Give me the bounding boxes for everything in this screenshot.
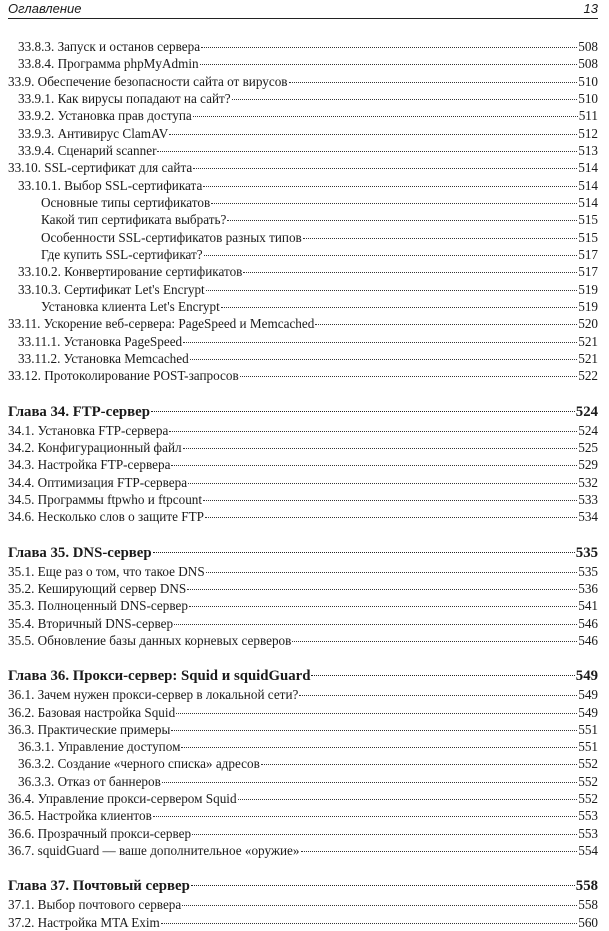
toc-entry-title: 33.10.2. Конвертирование сертификатов xyxy=(18,264,243,280)
toc-entry[interactable] xyxy=(8,896,598,913)
toc-entry-title: 35.3. Полноценный DNS-сервер xyxy=(8,598,188,614)
dot-leader xyxy=(203,185,577,187)
toc-page-number: 546 xyxy=(578,632,598,648)
dot-leader xyxy=(183,447,578,449)
toc-page-number: 511 xyxy=(578,108,598,124)
dot-leader xyxy=(292,640,577,642)
toc-page-number: 553 xyxy=(578,808,598,824)
toc-page-number: 549 xyxy=(575,668,598,685)
dot-leader xyxy=(203,499,577,501)
toc-entry-title: 33.11.2. Установка Memcached xyxy=(18,350,189,366)
toc-entry[interactable] xyxy=(8,755,598,772)
dot-leader xyxy=(153,551,575,553)
toc-page-number: 510 xyxy=(578,90,598,106)
toc-entry-title: 33.8.3. Запуск и останов сервера xyxy=(18,39,201,54)
toc-entry-title: 34.3. Настройка FTP-сервера xyxy=(8,457,171,473)
dot-leader xyxy=(200,63,578,65)
toc-entry[interactable] xyxy=(8,474,598,491)
toc-entry-title: 33.11.1. Установка PageSpeed xyxy=(18,333,183,349)
dot-leader xyxy=(192,833,577,835)
toc-page-number: 524 xyxy=(575,403,598,420)
toc-entry-title: 33.12. Протоколирование POST-запросов xyxy=(8,368,239,384)
toc-entry[interactable] xyxy=(8,315,598,332)
dot-leader xyxy=(193,167,577,169)
toc-page-number: 560 xyxy=(578,914,598,930)
toc-entry[interactable] xyxy=(8,229,598,246)
dot-leader xyxy=(171,729,577,731)
toc-entry-title: Какой тип сертификата выбрать? xyxy=(41,212,227,228)
toc-entry[interactable] xyxy=(8,194,598,211)
dot-leader xyxy=(238,798,578,800)
dot-leader xyxy=(176,712,577,714)
dot-leader xyxy=(315,323,577,325)
toc-entry[interactable] xyxy=(8,298,598,315)
toc-page-number: 554 xyxy=(578,843,598,859)
toc-page-number: 508 xyxy=(578,56,598,72)
toc-page-number: 524 xyxy=(578,422,598,438)
toc-entry[interactable] xyxy=(8,456,598,473)
toc-page-number: 513 xyxy=(578,142,598,158)
toc-entry[interactable] xyxy=(8,615,598,632)
toc-entry-title: 33.10.1. Выбор SSL-сертификата xyxy=(18,177,203,193)
dot-leader xyxy=(206,289,578,291)
toc-page-number: 558 xyxy=(575,878,598,895)
toc-entry-title: 36.2. Базовая настройка Squid xyxy=(8,704,176,720)
toc-page-number: 541 xyxy=(578,598,598,614)
toc-page-number: 520 xyxy=(578,316,598,332)
toc-entry-title: 36.4. Управление прокси-сервером Squid xyxy=(8,791,237,807)
toc-entry-title: Основные типы сертификатов xyxy=(41,194,211,210)
toc-page-number: 535 xyxy=(575,544,598,561)
toc-entry-title: Особенности SSL-сертификатов разных типов xyxy=(41,229,302,245)
header-page-number: 13 xyxy=(583,1,598,16)
toc-entry[interactable] xyxy=(8,142,598,159)
toc-entry-title: 37.1. Выбор почтового сервера xyxy=(8,897,182,913)
toc-page-number: 519 xyxy=(578,281,598,297)
toc-entry[interactable] xyxy=(8,491,598,508)
table-of-contents xyxy=(8,38,598,931)
toc-entry-title: 36.3.2. Создание «черного списка» адресов xyxy=(18,756,260,772)
dot-leader xyxy=(157,150,577,152)
dot-leader xyxy=(183,341,577,343)
toc-page-number: 515 xyxy=(578,212,598,228)
toc-entry[interactable] xyxy=(8,263,598,280)
toc-entry[interactable] xyxy=(8,422,598,439)
toc-entry-title: 35.5. Обновление базы данных корневых серверов xyxy=(8,632,292,648)
toc-entry[interactable] xyxy=(8,350,598,367)
toc-entry-title: 37.2. Настройка MTA Exim xyxy=(8,914,160,930)
toc-entry-title: 33.10.3. Сертификат Let's Encrypt xyxy=(18,281,205,297)
toc-page-number: 514 xyxy=(578,194,598,210)
toc-entry-title: 34.6. Несколько слов о защите FTP xyxy=(8,509,204,525)
toc-entry[interactable] xyxy=(8,367,598,384)
toc-page-number: 514 xyxy=(578,160,598,176)
toc-entry-title: Глава 34. FTP-сервер xyxy=(8,403,150,420)
toc-entry-title: 36.3.3. Отказ от баннеров xyxy=(18,773,161,789)
chapter-heading[interactable] xyxy=(8,667,598,686)
toc-page-number: 552 xyxy=(578,791,598,807)
toc-entry[interactable] xyxy=(8,73,598,90)
dot-leader xyxy=(169,133,577,135)
chapter-heading[interactable] xyxy=(8,403,598,422)
toc-entry-title: Установка клиента Let's Encrypt xyxy=(41,298,220,314)
toc-page-number: 529 xyxy=(578,457,598,473)
toc-entry[interactable] xyxy=(8,508,598,525)
dot-leader xyxy=(243,271,577,273)
chapter-heading[interactable] xyxy=(8,877,598,896)
toc-entry[interactable] xyxy=(8,914,598,931)
running-header xyxy=(8,0,598,19)
toc-entry[interactable] xyxy=(8,773,598,790)
dot-leader xyxy=(188,482,577,484)
dot-leader xyxy=(161,922,577,924)
chapter-heading[interactable] xyxy=(8,544,598,563)
toc-page-number: 514 xyxy=(578,177,598,193)
toc-entry-title: 36.1. Зачем нужен прокси-сервер в локальной сети? xyxy=(8,687,299,703)
dot-leader xyxy=(201,46,577,48)
toc-entry[interactable] xyxy=(8,807,598,824)
dot-leader xyxy=(289,81,578,83)
toc-page-number: 549 xyxy=(578,704,598,720)
toc-page-number: 519 xyxy=(578,298,598,314)
toc-entry[interactable] xyxy=(8,563,598,580)
toc-entry[interactable] xyxy=(8,842,598,859)
toc-entry[interactable] xyxy=(8,125,598,142)
toc-entry-title: 36.6. Прозрачный прокси-сервер xyxy=(8,825,192,841)
dot-leader xyxy=(303,237,577,239)
toc-entry[interactable] xyxy=(8,177,598,194)
toc-page-number: 521 xyxy=(578,350,598,366)
toc-page-number: 551 xyxy=(578,721,598,737)
dot-leader xyxy=(191,884,575,886)
toc-entry[interactable] xyxy=(8,632,598,649)
header-title: Оглавление xyxy=(8,1,82,16)
toc-entry-title: 36.5. Настройка клиентов xyxy=(8,808,152,824)
dot-leader xyxy=(153,815,577,817)
dot-leader xyxy=(261,763,577,765)
toc-page-number: 549 xyxy=(578,687,598,703)
toc-entry[interactable] xyxy=(8,790,598,807)
dot-leader xyxy=(171,464,577,466)
toc-entry-title: 35.2. Кеширующий сервер DNS xyxy=(8,580,187,596)
toc-entry-title: 33.8.4. Программа phpMyAdmin xyxy=(18,56,199,72)
toc-page-number: 515 xyxy=(578,229,598,245)
toc-entry-title: 33.9.1. Как вирусы попадают на сайт? xyxy=(18,90,231,106)
toc-entry-title: 33.11. Ускорение веб-сервера: PageSpeed и Memcached xyxy=(8,316,315,332)
toc-page-number: 517 xyxy=(578,264,598,280)
toc-entry[interactable] xyxy=(8,38,598,55)
toc-entry-title: 33.9. Обеспечение безопасности сайта от вирусов xyxy=(8,73,288,89)
toc-page-number: 553 xyxy=(578,825,598,841)
toc-entry-title: Где купить SSL-сертификат? xyxy=(41,246,203,262)
toc-page-number: 558 xyxy=(578,897,598,913)
toc-page-number: 510 xyxy=(578,73,598,89)
toc-entry-title: Глава 36. Прокси-сервер: Squid и squidGuard xyxy=(8,668,311,685)
toc-entry[interactable] xyxy=(8,597,598,614)
toc-page-number: 517 xyxy=(578,246,598,262)
toc-page-number: 536 xyxy=(578,580,598,596)
toc-page-number: 532 xyxy=(578,474,598,490)
toc-entry[interactable] xyxy=(8,211,598,228)
toc-entry-title: 34.5. Программы ftpwho и ftpcount xyxy=(8,491,203,507)
toc-entry[interactable] xyxy=(8,686,598,703)
toc-entry[interactable] xyxy=(8,721,598,738)
toc-entry-title: 33.9.3. Антивирус ClamAV xyxy=(18,125,169,141)
dot-leader xyxy=(187,588,577,590)
toc-entry-title: 36.7. squidGuard — ваше дополнительное «оружие» xyxy=(8,843,300,859)
toc-entry-title: 35.1. Еще раз о том, что такое DNS xyxy=(8,563,205,579)
toc-entry[interactable] xyxy=(8,580,598,597)
dot-leader xyxy=(301,850,578,852)
dot-leader xyxy=(232,98,578,100)
dot-leader xyxy=(211,202,577,204)
toc-page-number: 521 xyxy=(578,333,598,349)
toc-page-number: 534 xyxy=(578,509,598,525)
dot-leader xyxy=(204,254,578,256)
dot-leader xyxy=(227,219,577,221)
toc-entry[interactable] xyxy=(8,738,598,755)
dot-leader xyxy=(311,674,574,676)
toc-entry-title: 36.3. Практические примеры xyxy=(8,721,171,737)
toc-entry[interactable] xyxy=(8,439,598,456)
toc-entry-title: 34.1. Установка FTP-сервера xyxy=(8,422,169,438)
dot-leader xyxy=(299,694,577,696)
toc-entry-title: 34.4. Оптимизация FTP-сервера xyxy=(8,474,188,490)
dot-leader xyxy=(240,375,578,377)
toc-page-number: 535 xyxy=(578,563,598,579)
toc-page-number: 546 xyxy=(578,615,598,631)
dot-leader xyxy=(181,746,577,748)
toc-page-number: 512 xyxy=(578,125,598,141)
dot-leader xyxy=(182,904,577,906)
toc-entry-title: 33.10. SSL-сертификат для сайта xyxy=(8,160,193,176)
dot-leader xyxy=(189,605,577,607)
toc-entry[interactable] xyxy=(8,825,598,842)
toc-page-number: 522 xyxy=(578,368,598,384)
dot-leader xyxy=(174,623,577,625)
dot-leader xyxy=(162,781,577,783)
dot-leader xyxy=(151,410,575,412)
dot-leader xyxy=(193,115,578,117)
toc-entry-title: Глава 35. DNS-сервер xyxy=(8,544,152,561)
dot-leader xyxy=(205,516,577,518)
toc-entry[interactable] xyxy=(8,55,598,72)
toc-entry-title: 33.9.4. Сценарий scanner xyxy=(18,142,157,158)
toc-entry[interactable] xyxy=(8,107,598,124)
toc-entry-title: 36.3.1. Управление доступом xyxy=(18,739,181,755)
toc-entry[interactable] xyxy=(8,281,598,298)
toc-page-number: 533 xyxy=(578,491,598,507)
toc-page-number: 508 xyxy=(578,39,598,54)
toc-entry-title: 34.2. Конфигурационный файл xyxy=(8,439,182,455)
toc-entry[interactable] xyxy=(8,333,598,350)
toc-page-number: 552 xyxy=(578,756,598,772)
toc-entry[interactable] xyxy=(8,246,598,263)
toc-entry[interactable] xyxy=(8,159,598,176)
toc-entry[interactable] xyxy=(8,704,598,721)
toc-entry[interactable] xyxy=(8,90,598,107)
toc-entry-title: Глава 37. Почтовый сервер xyxy=(8,878,190,895)
toc-page-number: 551 xyxy=(578,739,598,755)
dot-leader xyxy=(206,571,578,573)
toc-entry-title: 33.9.2. Установка прав доступа xyxy=(18,108,192,124)
toc-page-number: 525 xyxy=(578,439,598,455)
toc-entry-title: 35.4. Вторичный DNS-сервер xyxy=(8,615,174,631)
dot-leader xyxy=(190,358,577,360)
dot-leader xyxy=(221,306,577,308)
toc-page-number: 552 xyxy=(578,773,598,789)
dot-leader xyxy=(169,430,577,432)
